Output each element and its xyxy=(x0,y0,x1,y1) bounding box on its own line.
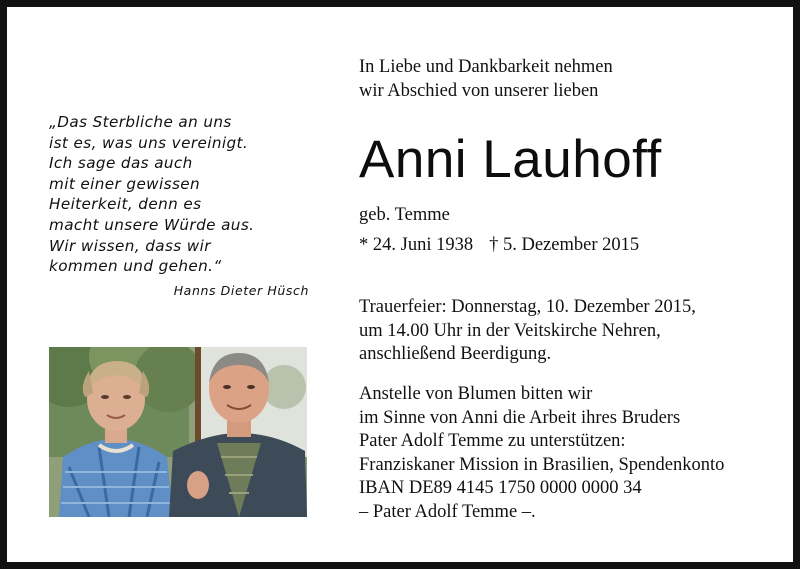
request-line: Anstelle von Blumen bitten wir xyxy=(359,384,593,404)
life-dates xyxy=(359,235,639,256)
intro-line: wir Abschied von unserer lieben xyxy=(359,80,599,101)
quote-line: kommen und gehen.“ xyxy=(49,257,222,276)
quote-block xyxy=(49,112,311,277)
iban-line: IBAN DE89 4145 1750 0000 0000 34 xyxy=(359,478,642,499)
request-line: Pater Adolf Temme zu unterstützen: xyxy=(359,431,626,452)
quote-line: Heiterkeit, denn es xyxy=(49,195,202,214)
quote-author: Hanns Dieter Hüsch xyxy=(173,283,309,298)
quote-line: „Das Sterbliche an uns xyxy=(49,113,232,131)
quote-line: Wir wissen, dass wir xyxy=(49,236,211,255)
intro-line: In Liebe und Dankbarkeit nehmen xyxy=(359,57,613,77)
photo-illustration xyxy=(49,347,307,517)
deceased-name: Anni Lauhoff xyxy=(359,130,662,189)
quote-line: Ich sage das auch xyxy=(49,154,193,173)
funeral-line: anschließend Beerdigung. xyxy=(359,344,552,365)
memorial-photo xyxy=(49,347,307,517)
quote-line: ist es, was uns vereinigt. xyxy=(49,133,249,152)
quote-line: mit einer gewissen xyxy=(49,174,201,193)
maiden-name: geb. Temme xyxy=(359,205,450,225)
request-line: Franziskaner Mission in Brasilien, Spendenkonto xyxy=(359,454,725,475)
donation-request xyxy=(359,383,724,525)
request-line: im Sinne von Anni die Arbeit ihres Bruders xyxy=(359,407,681,428)
quote-line: macht unsere Würde aus. xyxy=(49,215,255,234)
funeral-line: um 14.00 Uhr in der Veitskirche Nehren, xyxy=(359,320,661,341)
death-date: † 5. Dezember 2015 xyxy=(489,235,640,255)
request-line: – Pater Adolf Temme –. xyxy=(359,501,536,522)
funeral-info xyxy=(359,296,696,367)
funeral-line: Trauerfeier: Donnerstag, 10. Dezember 2015, xyxy=(359,297,696,317)
birth-date: * 24. Juni 1938 xyxy=(359,235,474,255)
intro-text xyxy=(359,56,613,103)
